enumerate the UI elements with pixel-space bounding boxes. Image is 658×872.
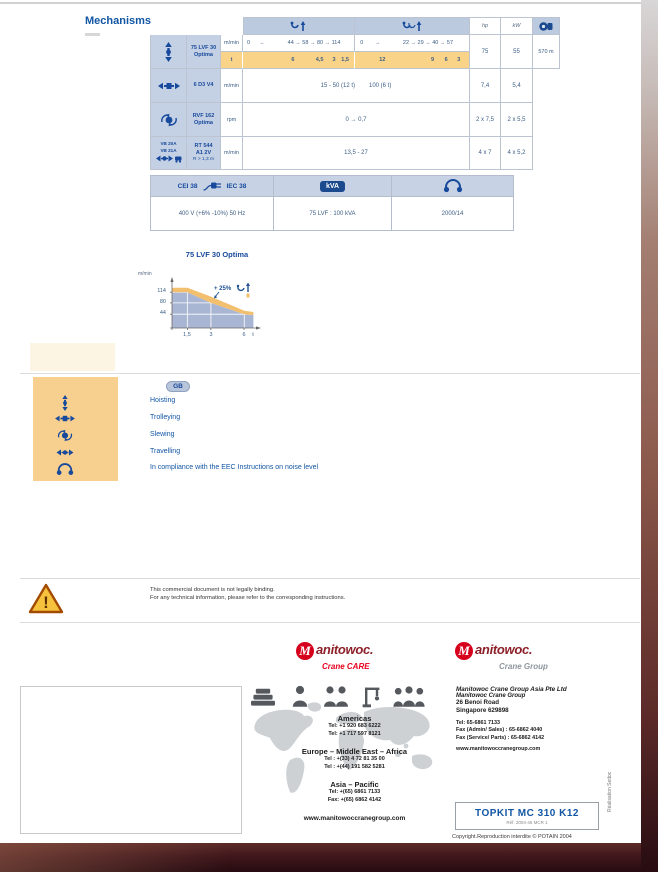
trolley-unit: m/min — [221, 69, 243, 103]
address-fax-admin: Fax (Admin/ Sales) : 65-6862 4040 — [456, 727, 543, 734]
travel-mechanism-name — [187, 137, 221, 170]
travel-radius: R > 1,3 m — [193, 156, 214, 162]
boost-annotation: + 25% — [214, 286, 232, 292]
language-badge: GB — [166, 381, 190, 392]
load-value: 6 — [444, 57, 448, 63]
slew-speed: 0 → 0,7 — [243, 103, 470, 137]
address-website: www.manitowoccranegroup.com — [456, 746, 541, 753]
asia-address-block — [456, 686, 626, 754]
headphones-icon — [443, 178, 463, 195]
hoist-loads-2falls — [243, 52, 355, 69]
manitowoc-wordmark: anitowoc. — [475, 642, 533, 657]
power-standards-header — [150, 175, 274, 197]
speed-chain: 22 → 29 → 40 → 57 — [402, 40, 454, 46]
travel-motor: RT 544 — [194, 143, 213, 150]
product-reference-box — [455, 802, 599, 830]
dealer-stamp-box — [20, 686, 242, 834]
load-value: 4,5 — [315, 57, 324, 63]
hoist-hp: 75 — [470, 35, 501, 69]
load-value: 12 — [379, 57, 386, 63]
x-tick-3: 3 — [209, 332, 213, 338]
scan-bottom-edge — [0, 843, 658, 872]
hoist-load-unit: t — [221, 52, 243, 69]
y-tick-114: 114 — [157, 288, 166, 294]
power-table — [150, 175, 514, 231]
faded-strip — [30, 343, 115, 371]
hook-4-falls-icon — [355, 17, 470, 35]
hook-boost-icon — [237, 283, 250, 298]
hoist-speeds-2falls — [243, 35, 355, 52]
slew-unit: rpm — [221, 103, 243, 137]
slew-kw: 2 x 5,5 — [501, 103, 533, 137]
legend-slewing: Slewing — [150, 431, 175, 438]
load-value: 3 — [457, 57, 461, 63]
hoist-speed-load-chart — [154, 270, 264, 336]
iec-standard: IEC 38 — [226, 182, 247, 190]
americas-title: Americas — [337, 714, 372, 723]
kw-column-header: kW — [501, 17, 533, 35]
load-value: 6 — [291, 57, 295, 63]
company-name: Manitowoc Crane Group Asia Pte Ltd — [456, 686, 567, 693]
y-tick-44: 44 — [159, 310, 166, 316]
trolley-speed-range: 15 - 50 (12 t) — [320, 82, 355, 89]
hoist-loads-4falls — [355, 52, 470, 69]
travel-hp: 4 x 7 — [470, 137, 501, 170]
team-icon — [392, 684, 426, 708]
trolley-kw: 5,4 — [501, 69, 533, 103]
legend-trolleying: Trolleying — [150, 414, 181, 421]
trolleying-icon — [150, 69, 187, 103]
empty-cell — [533, 137, 560, 170]
divider-rule — [20, 578, 640, 579]
load-value: 1,5 — [341, 57, 349, 63]
page-top-edge — [0, 2, 658, 4]
x-tick-6: 6 — [242, 332, 246, 338]
scan-right-edge — [641, 0, 658, 872]
noise-header — [392, 175, 514, 197]
website-url: www.manitowoccranegroup.com — [303, 814, 406, 822]
empty-cell — [533, 103, 560, 137]
hoisting-legend-icon — [52, 395, 78, 411]
annotation-arrow — [214, 292, 219, 299]
kva-header — [274, 175, 392, 197]
slew-mechanism-name: RVF 162 Optima — [187, 103, 221, 137]
americas-tel-1: Tel: +1 920 683 6222 — [328, 723, 381, 729]
travelling-bogies-cell — [150, 137, 187, 170]
manitowoc-wordmark: anitowoc. — [316, 642, 374, 657]
warning-line-2: For any technical information, please refer to the corresponding instructions. — [150, 595, 346, 602]
chart-title: 75 LVF 30 Optima — [185, 250, 249, 259]
trolley-speed-high: 100 (6 t) — [369, 82, 392, 89]
crane-care-tagline: Crane CARE — [322, 662, 370, 671]
load-value: 9 — [430, 57, 435, 63]
trolley-mechanism-name: 6 D3 V4 — [187, 69, 221, 103]
speed-arrow: → — [259, 40, 265, 46]
address-tel: Tel: 65-6861 7133 — [456, 719, 500, 726]
speed-zero: 0 — [247, 40, 251, 46]
x-tick-1-5: 1,5 — [183, 332, 191, 338]
hoist-kw: 55 — [501, 35, 533, 69]
title-footnote-smudge — [85, 33, 100, 36]
empty-cell — [533, 69, 560, 103]
warning-text — [150, 586, 345, 603]
speed-arrow: → — [375, 40, 381, 46]
hoist-mechanism-name: 75 LVF 30 Optima — [187, 35, 221, 69]
emea-tel-2: Tel : +(44) 191 582 5281 — [324, 763, 385, 770]
trolleying-legend-icon — [52, 414, 78, 423]
divider-rule — [20, 373, 640, 374]
mech-header-spacer — [150, 17, 243, 35]
x-unit-label: t — [252, 332, 254, 338]
cei-standard: CEI 38 — [177, 182, 198, 190]
svg-text:!: ! — [43, 593, 49, 612]
legend-noise-compliance: In compliance with the EEC Instructions on noise level — [150, 464, 319, 471]
warning-line-1: This commercial document is not legally binding. — [150, 587, 275, 593]
trolley-speeds — [243, 69, 470, 103]
product-name: TOPKIT MC 310 K12 — [475, 807, 579, 819]
bogie-label: VB 21A — [160, 147, 177, 153]
manitowoc-crane-group-logo — [455, 642, 548, 671]
travel-kw: 4 x 5,2 — [501, 137, 533, 170]
legend-travelling: Travelling — [150, 448, 181, 455]
load-value: 3 — [332, 57, 336, 63]
travelling-legend-icon — [52, 448, 78, 457]
address-fax-service: Fax (Service/ Parts) : 65-6862 4142 — [456, 734, 545, 741]
crane-group-tagline: Crane Group — [499, 662, 548, 671]
noise-value: 2000/14 — [392, 197, 514, 231]
speed-chain: 44 → 58 → 80 → 114 — [287, 40, 341, 46]
divider-rule — [20, 622, 640, 623]
legend-hoisting: Hoisting — [150, 397, 176, 404]
support-person-icon — [288, 684, 312, 708]
headphones-legend-icon — [52, 462, 78, 476]
trolley-hp: 7,4 — [470, 69, 501, 103]
hoisting-icon — [150, 35, 187, 69]
hook-2-falls-icon — [243, 17, 355, 35]
asia-pacific-title: Asia – Pacific — [330, 779, 379, 789]
hp-column-header: hp — [470, 17, 501, 35]
x-axis-arrow — [256, 326, 261, 329]
asia-tel: Tel: +(65) 6861 7133 — [328, 788, 381, 795]
page-title: Mechanisms — [85, 15, 152, 27]
kva-badge: kVA — [320, 181, 345, 192]
manuals-icon — [248, 684, 278, 708]
emea-title: Europe – Middle East – Africa — [301, 746, 408, 756]
hoist-rope-length: 570 m — [533, 35, 560, 69]
travelling-icon — [156, 154, 182, 165]
company-group: Manitowoc Crane Group — [456, 693, 526, 699]
kva-value: 75 LVF : 100 kVA — [274, 197, 392, 231]
asia-fax: Fax: +(65) 6862 4142 — [327, 796, 382, 803]
voltage-value: 400 V (+6% -10%) 50 Hz — [150, 197, 274, 231]
rope-drum-icon — [533, 17, 560, 35]
plug-icon — [203, 179, 222, 194]
travel-unit: m/min — [221, 137, 243, 170]
y-axis-arrow — [170, 277, 173, 282]
product-ref: Réf. 2004-45 MCR 1 — [506, 819, 548, 825]
copyright-line: Copyright.Reproduction interdite © POTAIN 2004 — [452, 834, 572, 840]
partnership-icon — [322, 684, 350, 708]
service-icons-row — [248, 684, 448, 708]
city-address: Singapore 629898 — [456, 707, 509, 715]
speed-zero: 0 — [360, 40, 364, 46]
travel-motor-variant: A1 2V — [195, 150, 212, 156]
y-tick-80: 80 — [159, 299, 166, 305]
travel-speed: 13,5 - 27 — [243, 137, 470, 170]
slewing-legend-icon — [52, 429, 78, 442]
hoist-speeds-4falls — [355, 35, 470, 52]
bogie-label: VB 20A — [160, 141, 177, 147]
mechanisms-table — [150, 17, 560, 170]
crane-service-icon — [360, 684, 382, 708]
emea-tel-1: Tel : +(33) 4 72 81 35 00 — [324, 755, 385, 762]
slewing-icon — [150, 103, 187, 137]
manitowoc-m-medallion: M — [296, 642, 314, 660]
americas-tel-2: Tel: +1 717 597 8121 — [328, 730, 381, 737]
warning-triangle-icon — [28, 583, 64, 615]
manitowoc-crane-care-logo — [296, 642, 373, 671]
manitowoc-m-medallion: M — [455, 642, 473, 660]
street-address: 26 Benoi Road — [456, 699, 499, 706]
regional-contacts — [252, 714, 457, 822]
slew-hp: 2 x 7,5 — [470, 103, 501, 137]
production-credit: Réalisation Sedoc — [607, 771, 613, 812]
hoist-speed-unit: m/min — [221, 35, 243, 52]
chart-y-axis-label: m/min — [138, 271, 152, 277]
